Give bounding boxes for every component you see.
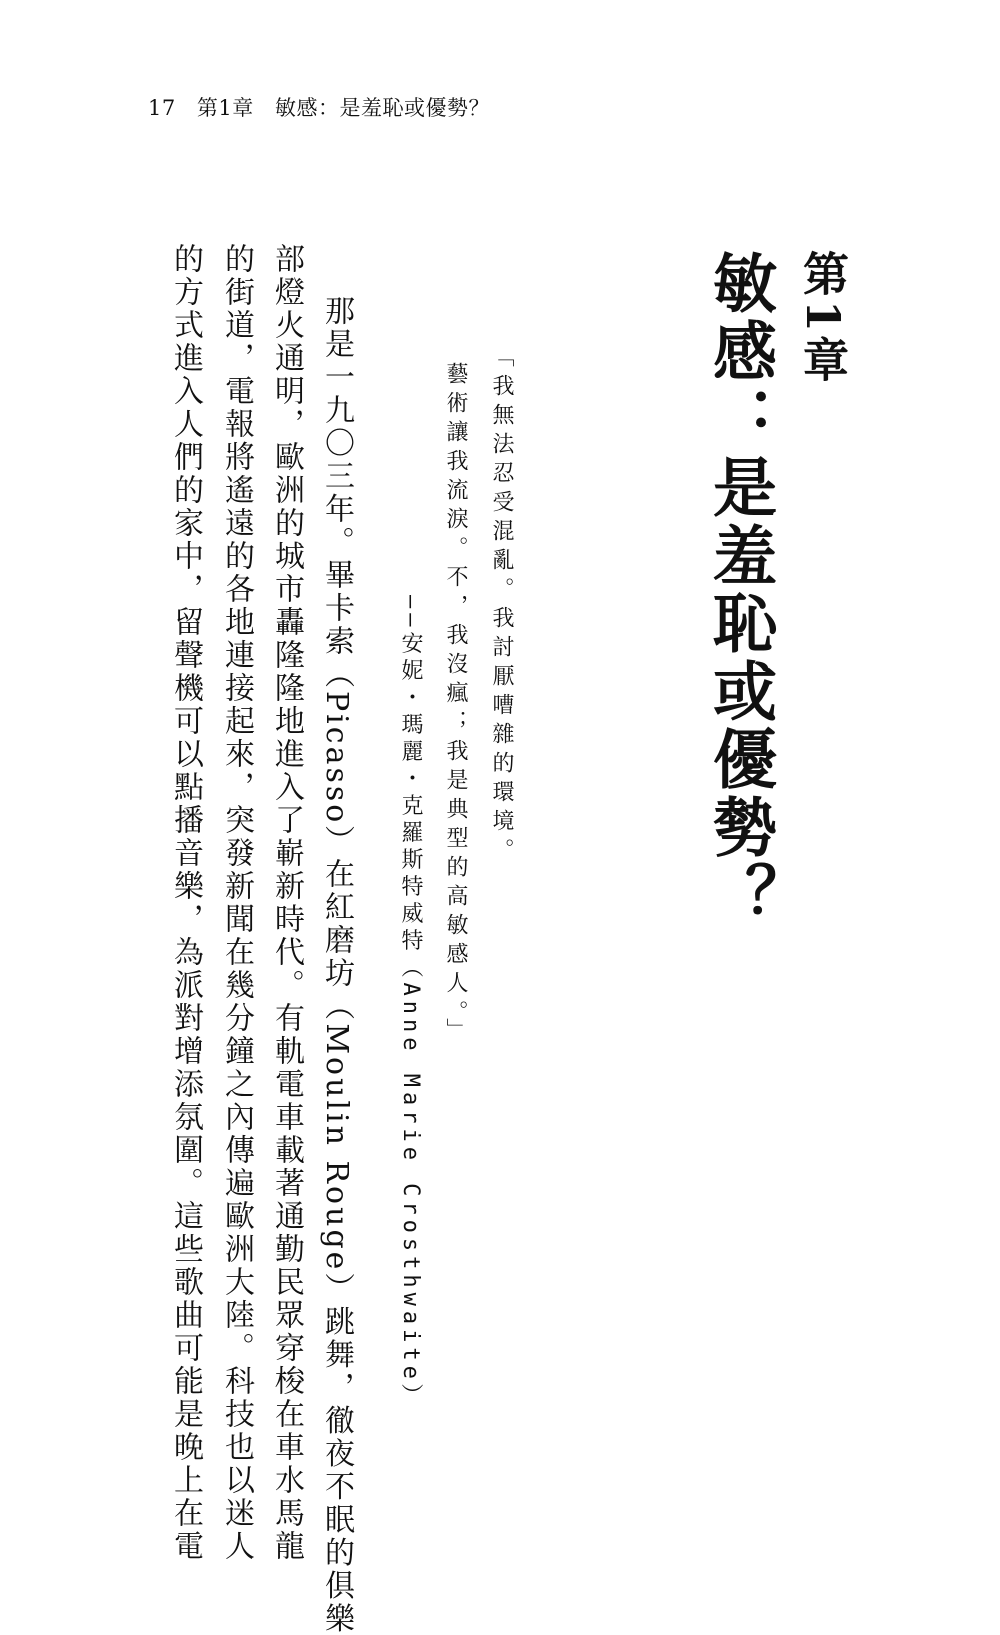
chapter-number: 第1章 (796, 250, 850, 387)
body-paragraph-column: 的街道，電報將遙遠的各地連接起來，突發新聞在幾分鐘之內傳遍歐洲大陸。科技也以迷人 (219, 243, 254, 1563)
running-head (148, 92, 504, 122)
chapter-title: 敏感：是羞恥或優勢？ (702, 250, 777, 930)
running-head-title: 敏感：是羞恥或優勢？ (274, 96, 490, 120)
epigraph-attribution: ——安妮・瑪麗・克羅斯特威特（Anne Marie Crosthwaite） (398, 595, 423, 1411)
epigraph-line: 藝術讓我流淚。不，我沒瘋；我是典型的高敏感人。」 (443, 362, 468, 1047)
page-number: 17 (148, 96, 176, 120)
body-paragraph-column: 部燈火通明，歐洲的城市轟隆隆地進入了嶄新時代。有軌電車載著通勤民眾穿梭在車水馬龍 (269, 243, 304, 1563)
running-head-chapter: 第1章 (196, 96, 254, 120)
body-paragraph-column: 的方式進入人們的家中，留聲機可以點播音樂，為派對增添氛圍。這些歌曲可能是晚上在電 (168, 243, 203, 1563)
body-paragraph-column: 那是一九〇三年。畢卡索（Picasso）在紅磨坊（Moulin Rouge）跳舞，徹夜不眠的俱樂 (319, 295, 354, 1635)
epigraph-line: 「我無法忍受混亂。我討厭嘈雜的環境。 (489, 345, 514, 867)
